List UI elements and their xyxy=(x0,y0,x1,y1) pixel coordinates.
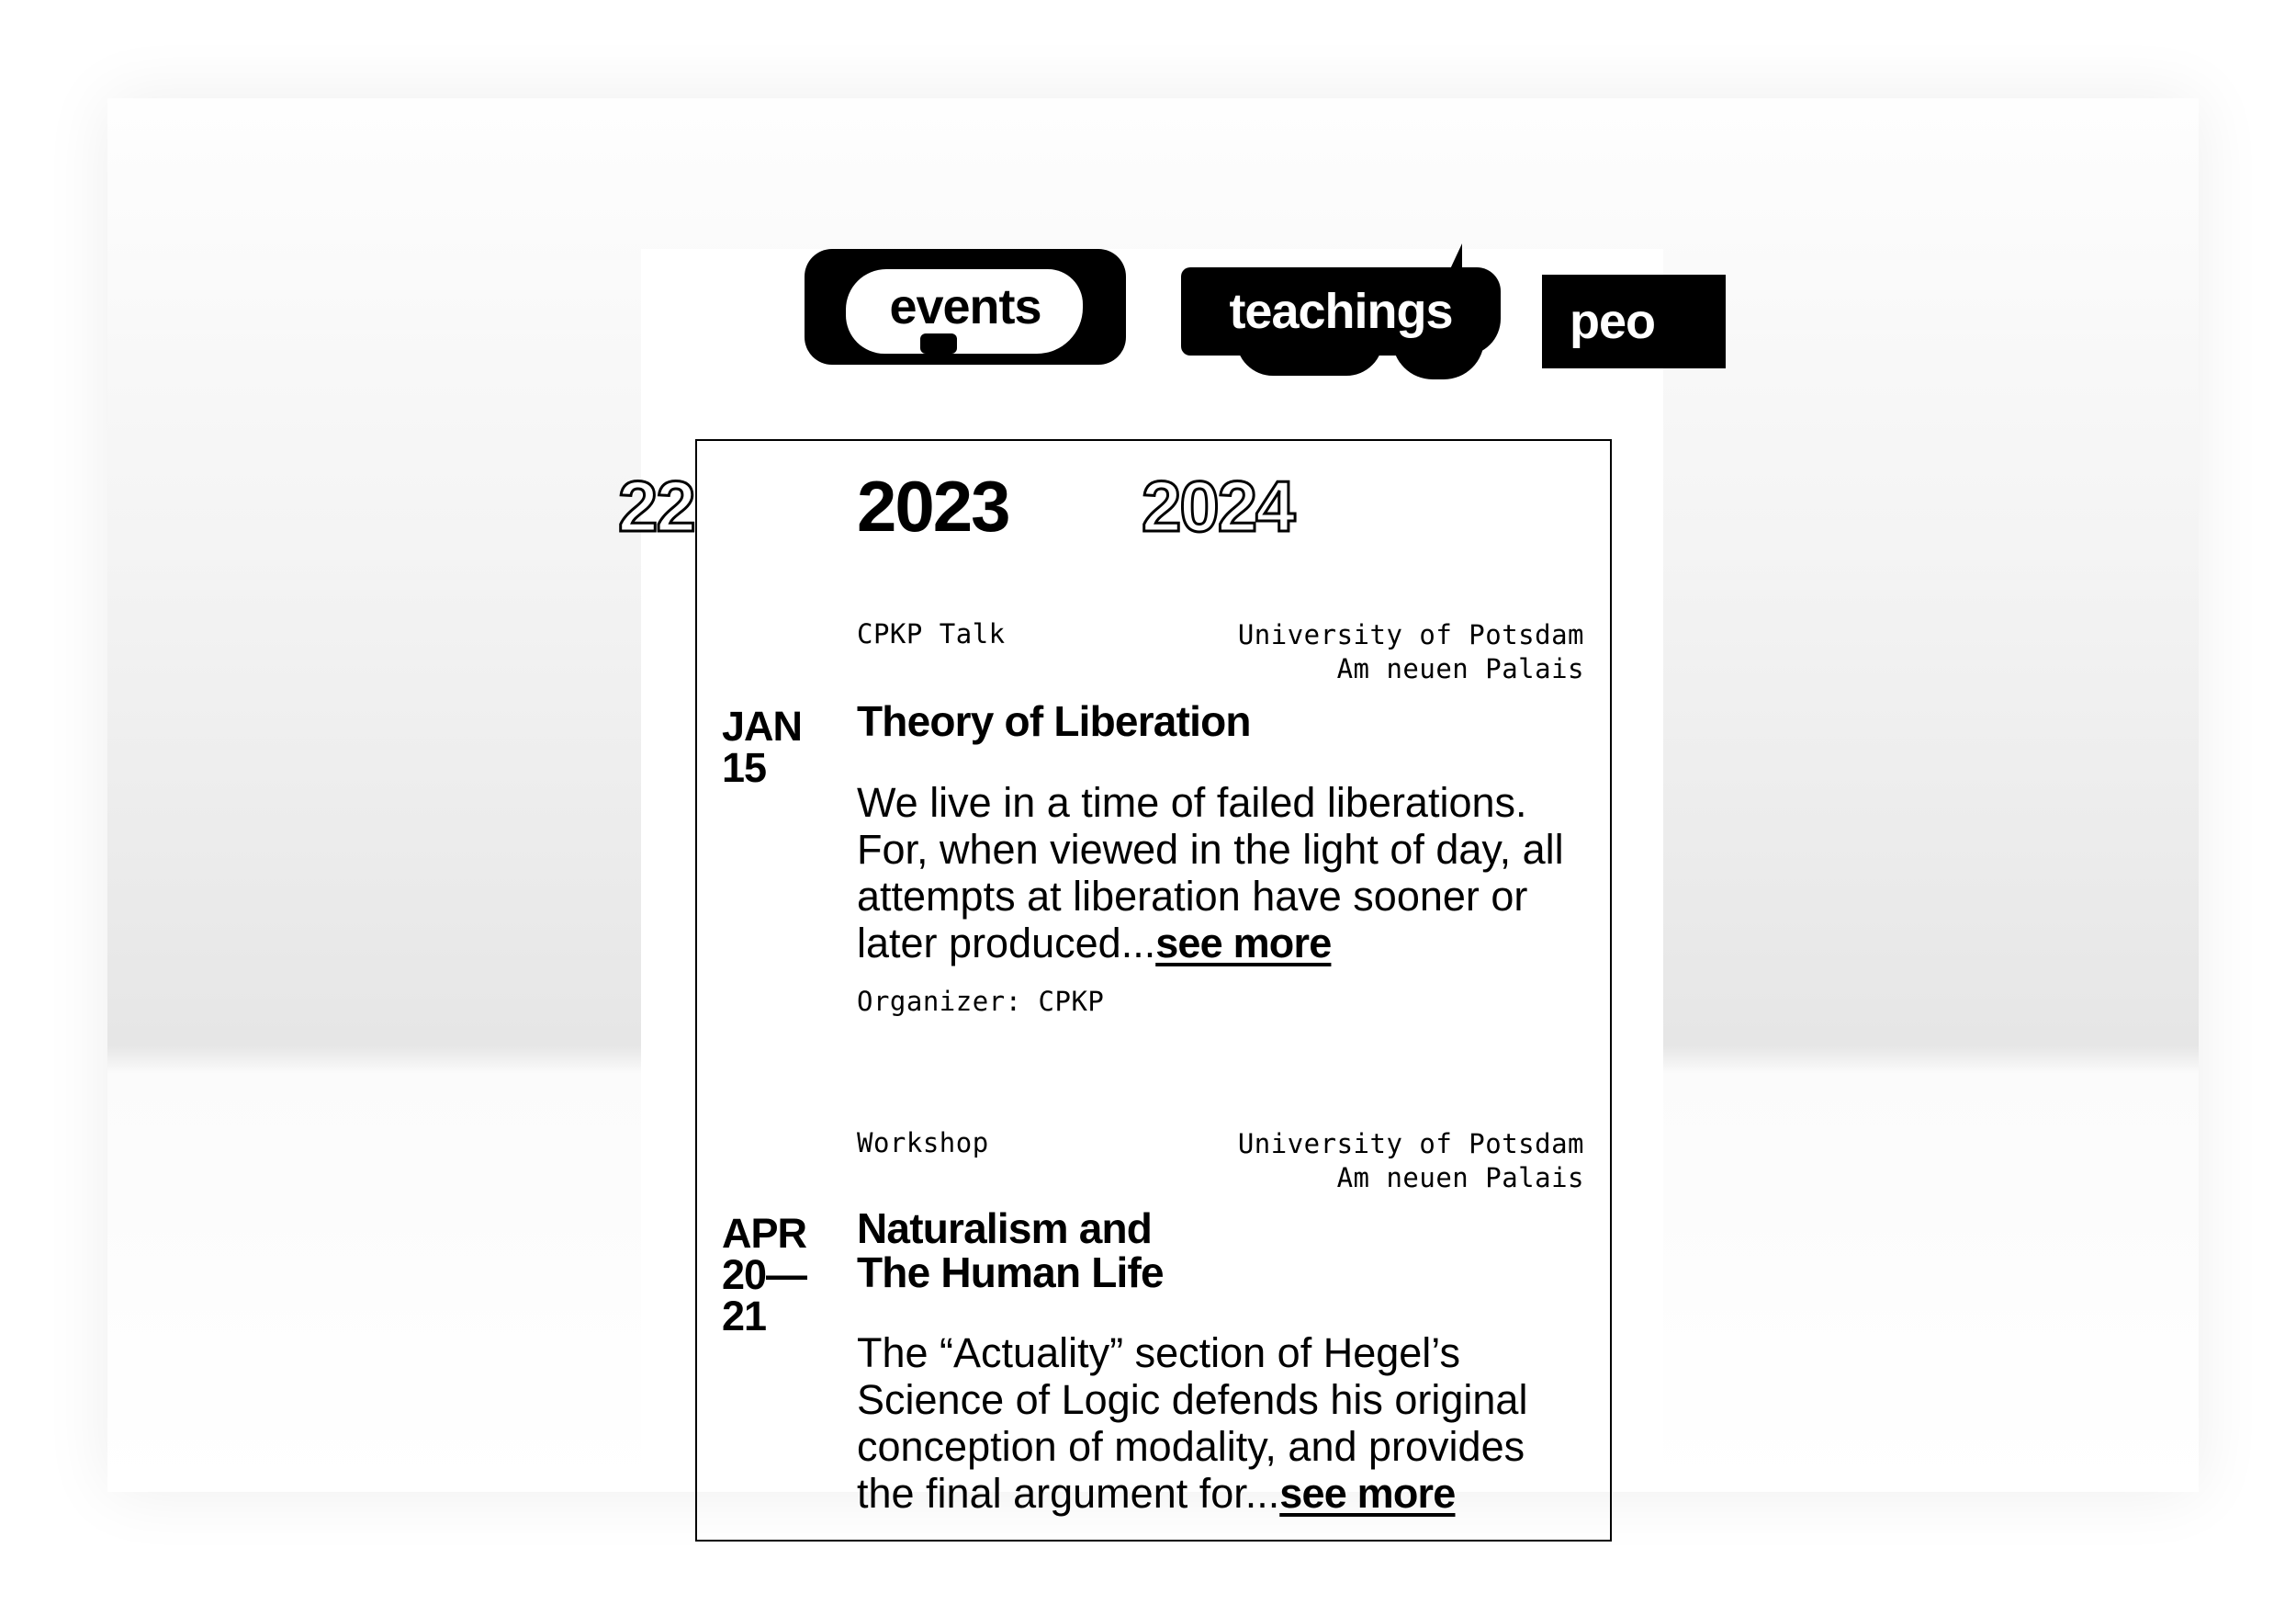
nav-people-label: peo xyxy=(1570,294,1656,349)
event-title-line: Theory of Liberation xyxy=(857,697,1251,745)
event-organizer: Organizer: CPKP xyxy=(857,986,1105,1017)
event-location xyxy=(1238,618,1584,686)
nav-events-label: events xyxy=(889,279,1041,334)
event-title-line: Naturalism and xyxy=(857,1204,1153,1252)
event-type: CPKP Talk xyxy=(857,618,1006,650)
event-date xyxy=(722,1210,832,1339)
nav-tab-people[interactable] xyxy=(1542,275,1726,368)
events-panel xyxy=(618,439,1612,1542)
event-location-venue: University of Potsdam xyxy=(1237,619,1584,650)
event-description xyxy=(857,1329,1592,1517)
nav-teachings-shape xyxy=(1449,243,1462,271)
mobile-viewport xyxy=(618,249,1663,1517)
event-date-day: 20— xyxy=(722,1251,807,1298)
year-next[interactable]: 2024 xyxy=(1142,466,1294,547)
event-location xyxy=(1238,1127,1584,1195)
nav-events-highlight-notch xyxy=(920,333,957,354)
nav-teachings-shape xyxy=(1392,339,1484,379)
event-description-text: We live in a time of failed liberations. For, when viewed in the light of day, all attempts at liberation have sooner or later produced... xyxy=(857,779,1564,966)
event-description-text: The “Actuality” section of Hegel’s Science of Logic defends his original conception of modality, and provides the final argument for... xyxy=(857,1329,1528,1517)
nav-teachings-shape xyxy=(1236,339,1383,376)
see-more-link[interactable]: see more xyxy=(1279,1470,1456,1517)
event-date-month: JAN xyxy=(722,703,803,750)
event-title[interactable] xyxy=(857,699,1573,743)
year-current[interactable]: 2023 xyxy=(857,466,1009,547)
event-title[interactable] xyxy=(857,1206,1573,1294)
event-location-building: Am neuen Palais xyxy=(1336,653,1584,684)
event-location-venue: University of Potsdam xyxy=(1237,1128,1584,1159)
event-date-day-end: 21 xyxy=(722,1293,767,1339)
event-description xyxy=(857,779,1592,966)
event-date-day: 15 xyxy=(722,744,767,791)
year-previous[interactable]: 22 xyxy=(618,466,694,547)
event-date xyxy=(722,703,832,791)
event-location-building: Am neuen Palais xyxy=(1336,1162,1584,1193)
event-date-month: APR xyxy=(722,1210,807,1257)
see-more-link[interactable]: see more xyxy=(1155,920,1332,966)
nav-tab-events[interactable] xyxy=(805,249,1126,365)
nav-teachings-label: teachings xyxy=(1229,284,1453,339)
nav-tab-teachings[interactable] xyxy=(1181,267,1501,356)
event-type: Workshop xyxy=(857,1127,989,1158)
event-title-line: The Human Life xyxy=(857,1248,1164,1296)
